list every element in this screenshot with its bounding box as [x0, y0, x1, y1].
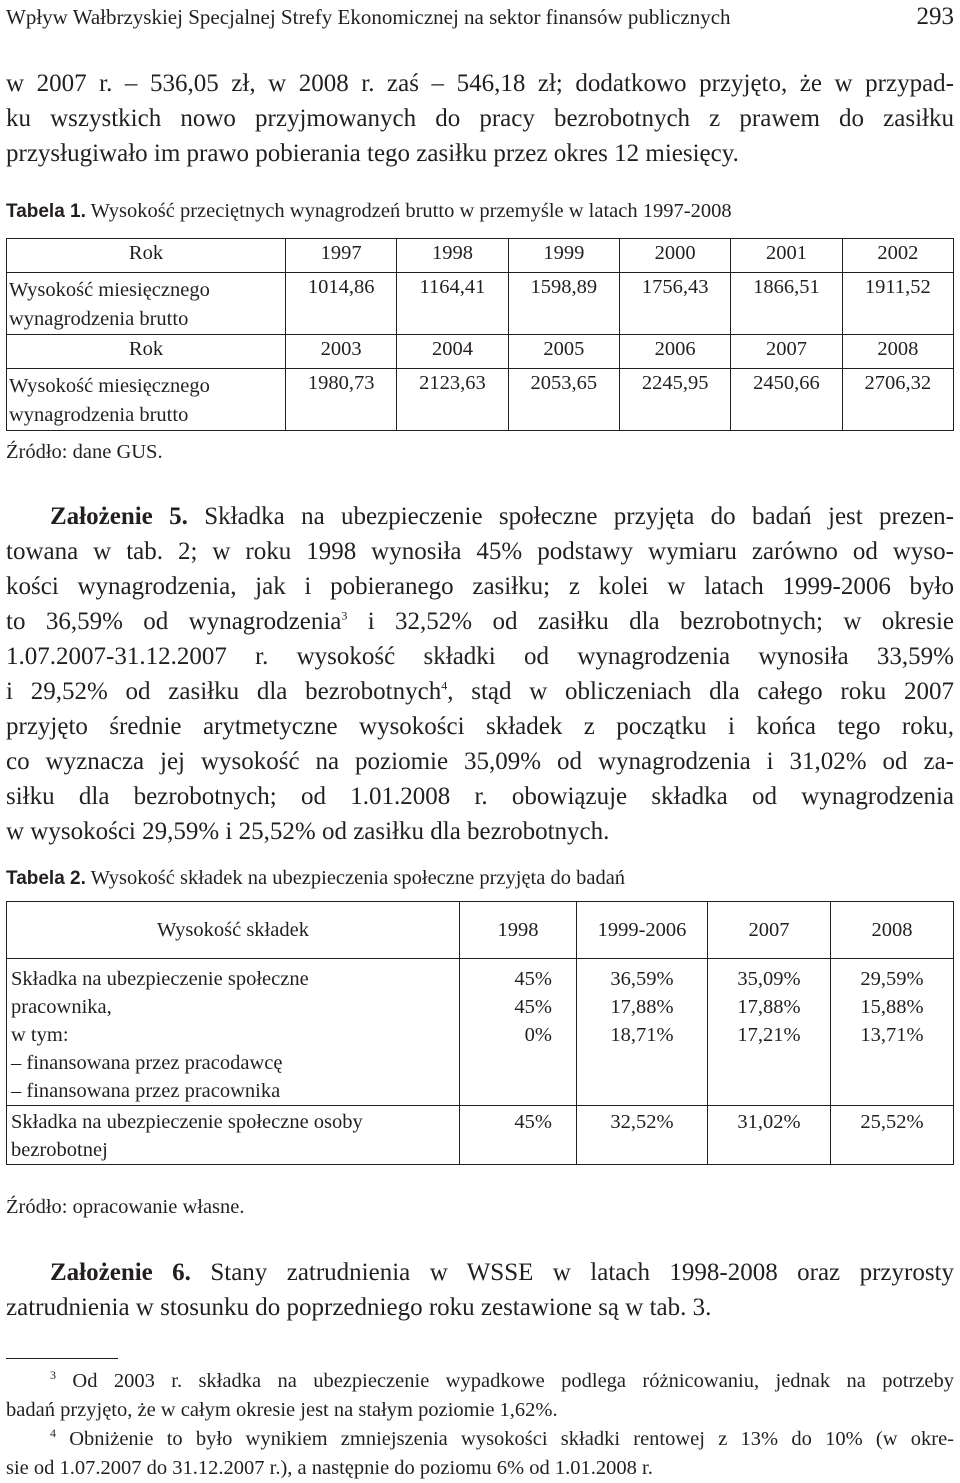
table-cell [7, 1106, 460, 1165]
table-header-row [7, 902, 954, 959]
table-cell: 2004 [397, 335, 508, 369]
table-cell [7, 959, 460, 1106]
table-cell: 2005 [508, 335, 619, 369]
row-label-line: Wysokość miesięcznego [9, 375, 210, 397]
table-cell [7, 273, 286, 335]
row-label-line: Składka na ubezpieczenie społeczne [11, 968, 309, 990]
paragraph-line: Założenie 5. Składka na ubezpieczenie społeczne przyjęta do badań jest prezen- [50, 503, 954, 530]
table2-caption-text: Wysokość składek na ubezpieczenia społeczne przyjęta do badań [90, 867, 626, 889]
assumption5-label: Założenie 5. [50, 503, 188, 530]
table-header-cell: 1999-2006 [577, 902, 708, 959]
table1-source: Źródło: dane GUS. [6, 441, 163, 463]
table2-caption [6, 867, 625, 890]
paragraph-line: kości wynagrodzenia, jak i pobieranego zasiłku; z kolei w latach 1999-2006 było [6, 573, 954, 600]
table-header-cell: Wysokość składek [7, 902, 460, 959]
assumption6-label: Założenie 6. [50, 1259, 191, 1286]
footnote-ref[interactable]: 3 [341, 608, 348, 623]
intro-paragraph [6, 66, 954, 171]
table-cell: 29,59% 15,88% 13,71% [831, 959, 954, 1106]
table1 [6, 238, 954, 431]
table-cell: 1014,86 [286, 273, 397, 335]
table-cell: 1756,43 [619, 273, 730, 335]
table-row [7, 335, 954, 369]
table-row [7, 369, 954, 431]
table-cell: 25,52% [831, 1106, 954, 1165]
table-cell: 2245,95 [619, 369, 730, 431]
paragraph-line: przyjęto średnie arytmetyczne wysokości składek z początku i końca tego roku, [6, 713, 954, 740]
footnote-number: 4 [50, 1426, 56, 1441]
running-title: Wpływ Wałbrzyskiej Specjalnej Strefy Ekonomicznej na sektor finansów publicznych [6, 4, 731, 29]
table-header-cell: 2007 [708, 902, 831, 959]
table-cell: 31,02% [708, 1106, 831, 1165]
paragraph-line: to 36,59% od wynagrodzenia$^3$ i 32,52% od zasiłku dla bezrobotnych; w okresie [6, 608, 954, 635]
table-cell: 1598,89 [508, 273, 619, 335]
footnote-line: sie od 1.07.2007 do 31.12.2007 r.), a następnie do poziomu 6% od 1.01.2008 r. [6, 1457, 653, 1479]
table-cell: 1997 [286, 239, 397, 273]
table-row [7, 1106, 954, 1165]
table-cell: 2002 [842, 239, 953, 273]
footnote-line: $^4$ Obniżenie to było wynikiem zmniejszenia wysokości składki rentowej z 13% do 10% (w okre- [50, 1426, 954, 1450]
footnote-number: 3 [50, 1368, 56, 1383]
row-label-line: – finansowana przez pracodawcę [11, 1052, 283, 1074]
row-label-line: w tym: [11, 1024, 69, 1046]
assumption5-paragraph [6, 499, 954, 849]
footnote-3 [6, 1367, 954, 1425]
table1-caption-label: Tabela 1. [6, 201, 86, 222]
table-cell: 2006 [619, 335, 730, 369]
table-cell [7, 369, 286, 431]
row-label-line: pracownika, [11, 996, 112, 1018]
table-cell: Rok [7, 335, 286, 369]
paragraph-line: i 29,52% od zasiłku dla bezrobotnych$^4$, stąd w obliczeniach dla całego roku 2007 [6, 678, 955, 705]
table-cell: Rok [7, 239, 286, 273]
table2-source: Źródło: opracowanie własne. [6, 1196, 245, 1218]
table-cell: 2450,66 [731, 369, 842, 431]
table-cell: 2053,65 [508, 369, 619, 431]
table-cell: 2123,63 [397, 369, 508, 431]
table-cell: 1164,41 [397, 273, 508, 335]
paragraph-line: Założenie 6. Stany zatrudnienia w WSSE w latach 1998-2008 oraz przyrosty [50, 1259, 954, 1286]
row-label-line: – finansowana przez pracownika [11, 1080, 281, 1102]
footnote-line: $^3$ Od 2003 r. składka na ubezpieczenie wypadkowe podlega różnicowaniu, jednak na potrzeby [50, 1368, 955, 1392]
running-header [6, 2, 954, 32]
footnote-4 [6, 1425, 954, 1483]
table-cell: 45% [460, 1106, 577, 1165]
table-cell: 1911,52 [842, 273, 953, 335]
footnote-line: badań przyjęto, że w całym okresie jest na stałym poziomie 1,62%. [6, 1399, 558, 1421]
table-cell: 2003 [286, 335, 397, 369]
row-label-line: wynagrodzenia brutto [9, 404, 189, 426]
table2-caption-label: Tabela 2. [6, 868, 86, 889]
table-cell: 1980,73 [286, 369, 397, 431]
table-row [7, 273, 954, 335]
row-label-line: Składka na ubezpieczenie społeczne osoby [11, 1111, 363, 1133]
table-cell: 1866,51 [731, 273, 842, 335]
table-cell: 2706,32 [842, 369, 953, 431]
paragraph-line: co wyznacza jej wysokość na poziomie 35,09% od wynagrodzenia i 31,02% od za- [6, 748, 954, 775]
footnote-ref[interactable]: 4 [441, 678, 448, 693]
table-cell: 35,09% 17,88% 17,21% [708, 959, 831, 1106]
table-cell: 2000 [619, 239, 730, 273]
paragraph-line: w 2007 r. – 536,05 zł, w 2008 r. zaś – 546,18 zł; dodatkowo przyjęto, że w przypad- [6, 70, 954, 97]
paragraph-line: w wysokości 29,59% i 25,52% od zasiłku dla bezrobotnych. [6, 818, 610, 845]
row-label-line: Wysokość miesięcznego [9, 279, 210, 301]
paragraph-line: przysługiwało im prawo pobierania tego zasiłku przez okres 12 miesięcy. [6, 140, 739, 167]
table-cell: 2007 [731, 335, 842, 369]
row-label-line: bezrobotnej [11, 1139, 108, 1161]
paragraph-line: siłku dla bezrobotnych; od 1.01.2008 r. obowiązuje składka od wynagrodzenia [6, 783, 954, 810]
table-header-cell: 1998 [460, 902, 577, 959]
page-number: 293 [916, 3, 954, 30]
paragraph-line: zatrudnienia w stosunku do poprzedniego roku zestawione są w tab. 3. [6, 1294, 712, 1321]
table-cell: 2008 [842, 335, 953, 369]
paragraph-line: ku wszystkich nowo przyjmowanych do pracy bezrobotnych z prawem do zasiłku [6, 105, 954, 132]
table1-caption [6, 200, 732, 223]
paragraph-line: towana w tab. 2; w roku 1998 wynosiła 45% podstawy wymiaru zarówno od wyso- [6, 538, 954, 565]
table-row [7, 239, 954, 273]
table-cell: 1998 [397, 239, 508, 273]
row-label-line: wynagrodzenia brutto [9, 308, 189, 330]
footnote-separator [6, 1358, 118, 1359]
paragraph-line: 1.07.2007-31.12.2007 r. wysokość składki od wynagrodzenia wynosiła 33,59% [6, 643, 954, 670]
table1-caption-text: Wysokość przeciętnych wynagrodzeń brutto w przemyśle w latach 1997-2008 [90, 200, 732, 222]
assumption6-paragraph [6, 1255, 954, 1325]
table2 [6, 901, 954, 1165]
table-row [7, 959, 954, 1106]
table-cell: 45% 45% 0% [460, 959, 577, 1106]
table-cell: 1999 [508, 239, 619, 273]
table-header-cell: 2008 [831, 902, 954, 959]
table-cell: 36,59% 17,88% 18,71% [577, 959, 708, 1106]
table-cell: 32,52% [577, 1106, 708, 1165]
table-cell: 2001 [731, 239, 842, 273]
